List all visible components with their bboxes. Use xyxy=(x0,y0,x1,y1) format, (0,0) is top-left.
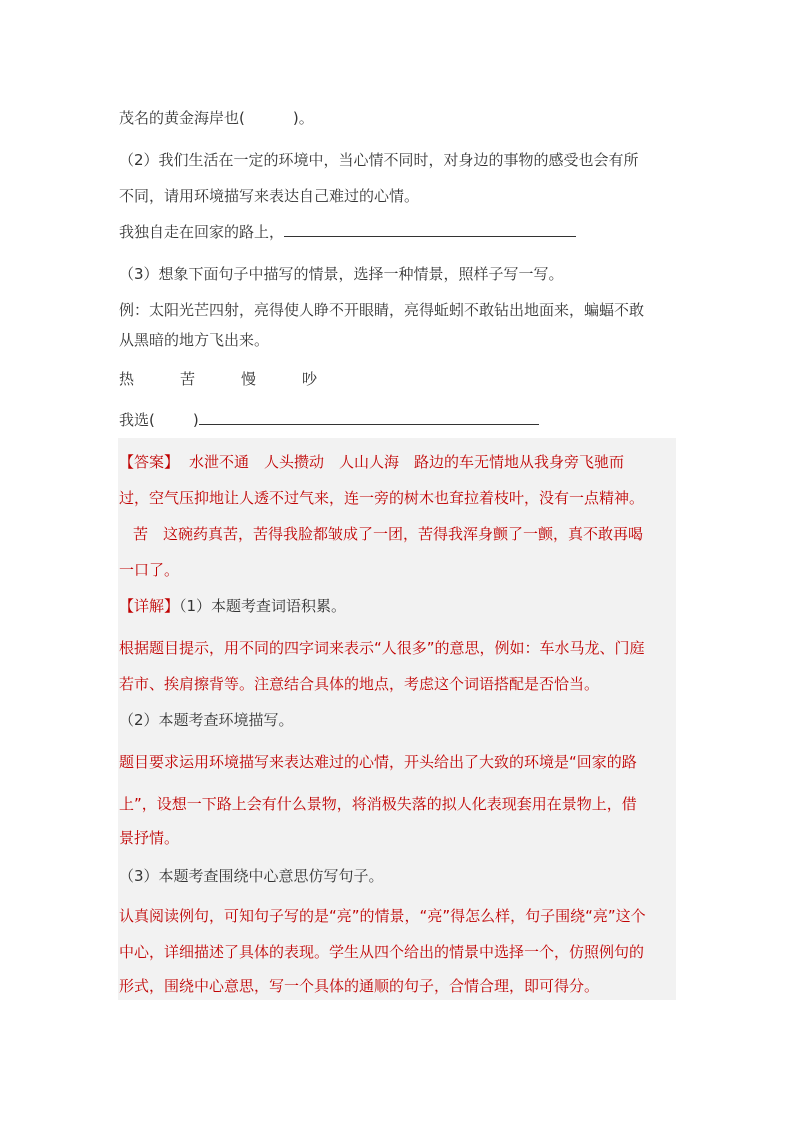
answer-line4: 一口了。 xyxy=(119,561,180,579)
options-row xyxy=(119,369,363,389)
q2-prompt: 我独自走在回家的路上， xyxy=(119,222,576,242)
example-line1: 例：太阳光芒四射，亮得使人睁不开眼睛，亮得蚯蚓不敢钻出地面来，蝙蝠不敢 xyxy=(119,301,645,319)
choose-line: 我选( ) xyxy=(119,410,539,430)
detail-p2-line3: 景抒情。 xyxy=(119,829,180,847)
detail-p1-line1: 根据题目提示，用不同的四字词来表示“人很多”的意思，例如：车水马龙、门庭 xyxy=(119,639,645,657)
q2-line1: （2）我们生活在一定的环境中，当心情不同时，对身边的事物的感受也会有所 xyxy=(119,151,639,169)
answer-line1: 【答案】 水泄不通 人头攒动 人山人海 路边的车无情地从我身旁飞驰而 xyxy=(119,453,625,471)
detail-p2-title: （2）本题考查环境描写。 xyxy=(119,711,294,729)
option-man: 慢 xyxy=(241,370,257,388)
detail-p3-line2: 中心，详细描述了具体的表现。学生从四个给出的情景中选择一个，仿照例句的 xyxy=(119,943,645,961)
detail-p2-line2: 上”，设想一下路上会有什么景物，将消极失落的拟人化表现套用在景物上，借 xyxy=(119,795,637,813)
option-ku: 苦 xyxy=(180,370,196,388)
answer-line2: 过，空气压抑地让人透不过气来，连一旁的树木也耷拉着枝叶，没有一点精神。 xyxy=(119,489,645,507)
q3-line1: （3）想象下面句子中描写的情景，选择一种情景，照样子写一写。 xyxy=(119,265,564,283)
example-line2: 从黑暗的地方飞出来。 xyxy=(119,331,270,349)
detail-p1-line2: 若市、挨肩擦背等。注意结合具体的地点，考虑这个词语搭配是否恰当。 xyxy=(119,675,600,693)
detail-p3-line1: 认真阅读例句，可知句子写的是“亮”的情景，“亮”得怎么样，句子围绕“亮”这个 xyxy=(119,907,646,925)
detail-title: 【详解】（1）本题考查词语积累。 xyxy=(119,597,347,615)
choose-write-line[interactable] xyxy=(199,410,539,425)
answer-line3: 苦 这碗药真苦，苦得我脸都皱成了一团，苦得我浑身颤了一颤，真不敢再喝 xyxy=(133,525,644,543)
q1-line: 茂名的黄金海岸也( )。 xyxy=(119,109,314,127)
write-line[interactable] xyxy=(284,222,576,237)
detail-p3-title: （3）本题考查围绕中心意思仿写句子。 xyxy=(119,867,384,885)
answer-label: 【答案】 xyxy=(119,453,180,471)
detail-p2-line1: 题目要求运用环境描写来表达难过的心情，开头给出了大致的环境是“回家的路 xyxy=(119,753,637,771)
q2-line2: 不同，请用环境描写来表达自己难过的心情。 xyxy=(119,187,420,205)
option-re: 热 xyxy=(119,370,135,388)
detail-label: 【详解】 xyxy=(119,597,180,615)
option-chao: 吵 xyxy=(302,370,318,388)
detail-p3-line3: 形式，围绕中心意思，写一个具体的通顺的句子，合情合理，即可得分。 xyxy=(119,977,600,995)
